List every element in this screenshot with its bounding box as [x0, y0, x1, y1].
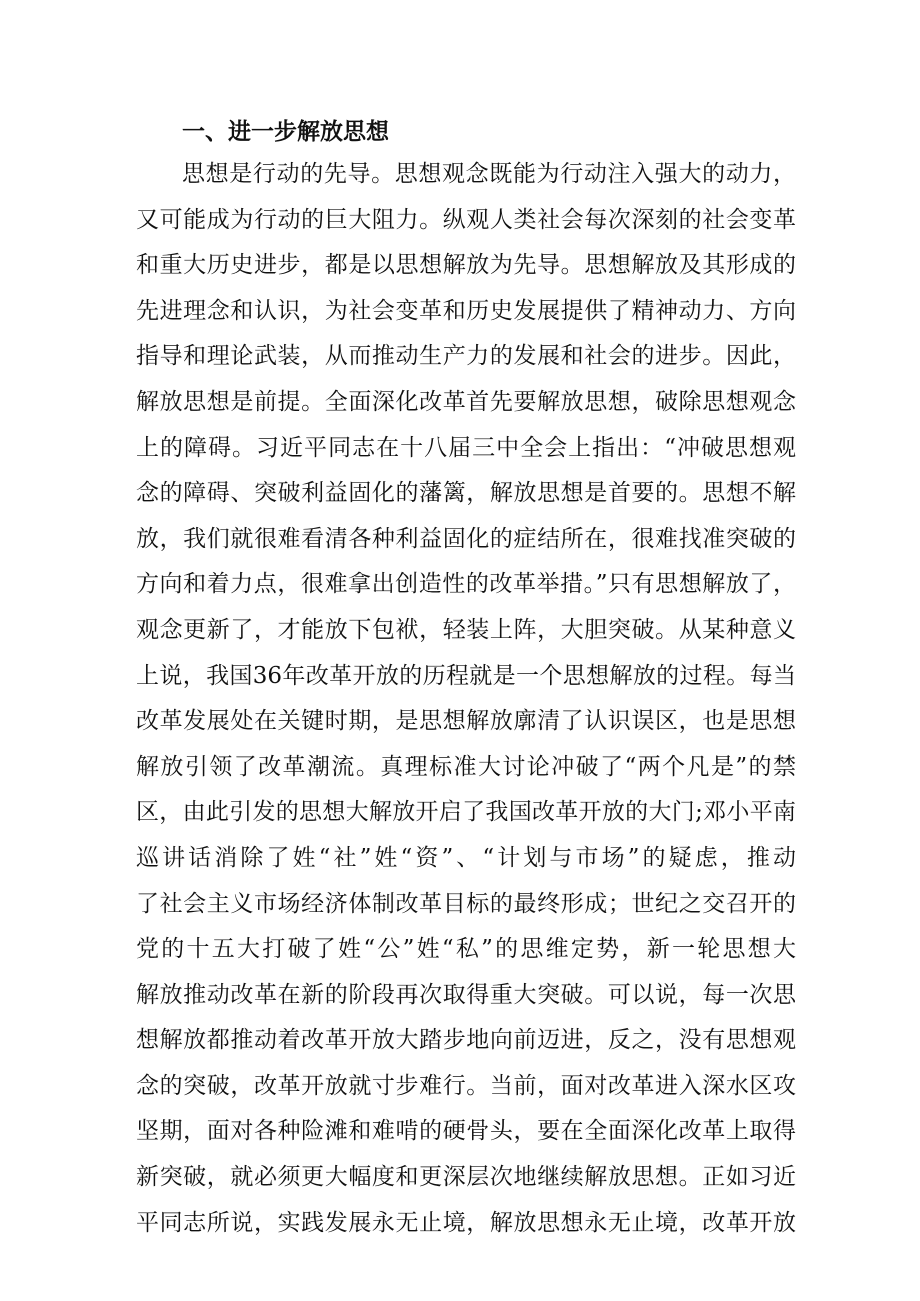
paragraph-line: 念的突破，改革开放就寸步难行。当前，面对改革进入深水区攻 [136, 1072, 796, 1099]
paragraph-line: 新突破，就必须更大幅度和更深层次地继续解放思想。正如习近 [136, 1164, 796, 1191]
section-heading: 一、进一步解放思想 [182, 119, 389, 145]
paragraph-line: 解放推动改革在新的阶段再次取得重大突破。可以说，每一次思 [136, 981, 796, 1008]
paragraph-line: 了社会主义市场经济体制改革目标的最终形成；世纪之交召开的 [136, 890, 796, 917]
paragraph-line: 上说，我国36年改革开放的历程就是一个思想解放的过程。每当 [136, 662, 796, 689]
paragraph-line: 方向和着力点，很难拿出创造性的改革举措。”只有思想解放了， [136, 571, 796, 598]
paragraph-line: 解放引领了改革潮流。真理标准大讨论冲破了“两个凡是”的禁 [136, 753, 796, 780]
paragraph-line: 平同志所说，实践发展永无止境，解放思想永无止境，改革开放 [136, 1209, 796, 1236]
paragraph-line: 区，由此引发的思想大解放开启了我国改革开放的大门;邓小平南 [136, 799, 796, 826]
paragraph-line: 思想是行动的先导。思想观念既能为行动注入强大的动力， [182, 161, 796, 187]
paragraph-line: 观念更新了，才能放下包袱，轻装上阵，大胆突破。从某种意义 [136, 616, 796, 643]
paragraph-line: 解放思想是前提。全面深化改革首先要解放思想，破除思想观念 [136, 388, 796, 415]
paragraph-line: 又可能成为行动的巨大阻力。纵观人类社会每次深刻的社会变革 [136, 206, 796, 233]
paragraph-line: 上的障碍。习近平同志在十八届三中全会上指出：“冲破思想观 [136, 434, 796, 461]
paragraph-line: 先进理念和认识，为社会变革和历史发展提供了精神动力、方向 [136, 297, 796, 324]
paragraph-line: 巡讲话消除了姓“社”姓“资”、“计划与市场”的疑虑，推动 [136, 844, 796, 871]
paragraph-line: 放，我们就很难看清各种利益固化的症结所在，很难找准突破的 [136, 525, 796, 552]
paragraph-line: 念的障碍、突破利益固化的藩篱，解放思想是首要的。思想不解 [136, 480, 796, 507]
paragraph-line: 坚期，面对各种险滩和难啃的硬骨头，要在全面深化改革上取得 [136, 1118, 796, 1145]
body-paragraph [136, 152, 796, 1246]
paragraph-line: 想解放都推动着改革开放大踏步地向前迈进，反之，没有思想观 [136, 1027, 796, 1054]
paragraph-line: 改革发展处在关键时期，是思想解放廓清了认识误区，也是思想 [136, 708, 796, 735]
paragraph-line: 指导和理论武装，从而推动生产力的发展和社会的进步。因此， [136, 343, 796, 370]
paragraph-line: 党的十五大打破了姓“公”姓“私”的思维定势，新一轮思想大 [136, 936, 796, 963]
paragraph-line: 和重大历史进步，都是以思想解放为先导。思想解放及其形成的 [136, 252, 796, 279]
